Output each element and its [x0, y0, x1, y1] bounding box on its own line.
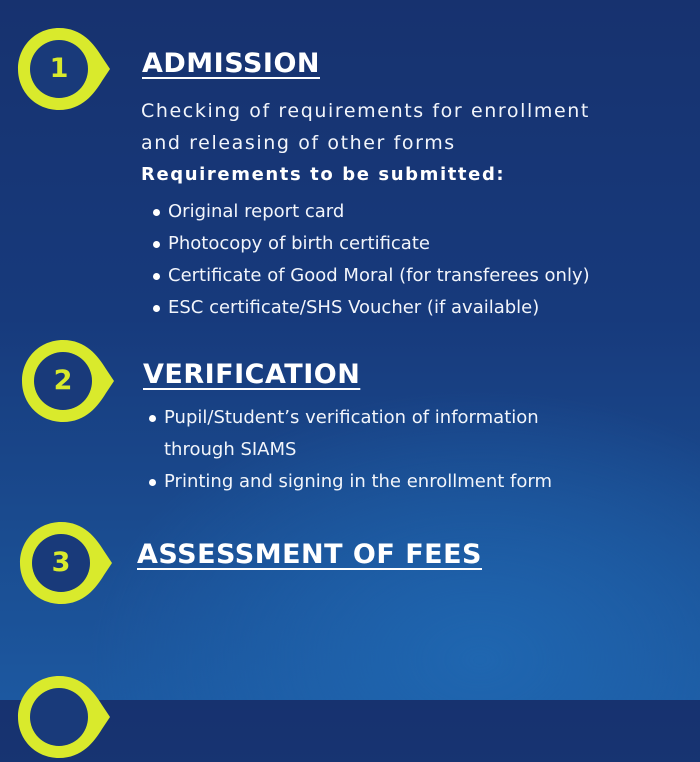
step-1-description-line-2: and releasing of other forms — [141, 132, 456, 154]
step-3-title: ASSESSMENT OF FEES — [137, 539, 482, 570]
step-1-title: ADMISSION — [142, 48, 320, 79]
step-1-number-badge — [16, 24, 126, 114]
step-3-number: 3 — [51, 547, 71, 578]
step-4-number-badge — [16, 672, 126, 762]
list-item-esc-voucher: ESC certificate/SHS Voucher (if available) — [151, 292, 590, 324]
step-2-title: VERIFICATION — [143, 359, 361, 390]
verification-list — [147, 402, 552, 498]
requirements-list — [151, 196, 590, 324]
list-item-verification-continued: through SIAMS — [164, 439, 297, 460]
list-item-good-moral: Certificate of Good Moral (for transferees only) — [151, 260, 590, 292]
list-item-verification: Pupil/Student’s verification of information — [147, 402, 552, 434]
step-2-number-badge — [20, 336, 130, 426]
step-3-number-badge — [18, 518, 128, 608]
list-item-printing-signing: Printing and signing in the enrollment form — [147, 466, 552, 498]
list-item-birth-certificate: Photocopy of birth certificate — [151, 228, 590, 260]
step-2-number: 2 — [53, 365, 73, 396]
step-1-description-line-1: Checking of requirements for enrollment — [141, 100, 590, 122]
step-1-number: 1 — [49, 53, 69, 84]
step-4-badge-shape — [16, 672, 126, 762]
requirements-heading: Requirements to be submitted: — [141, 164, 506, 185]
list-item-report-card: Original report card — [151, 196, 590, 228]
